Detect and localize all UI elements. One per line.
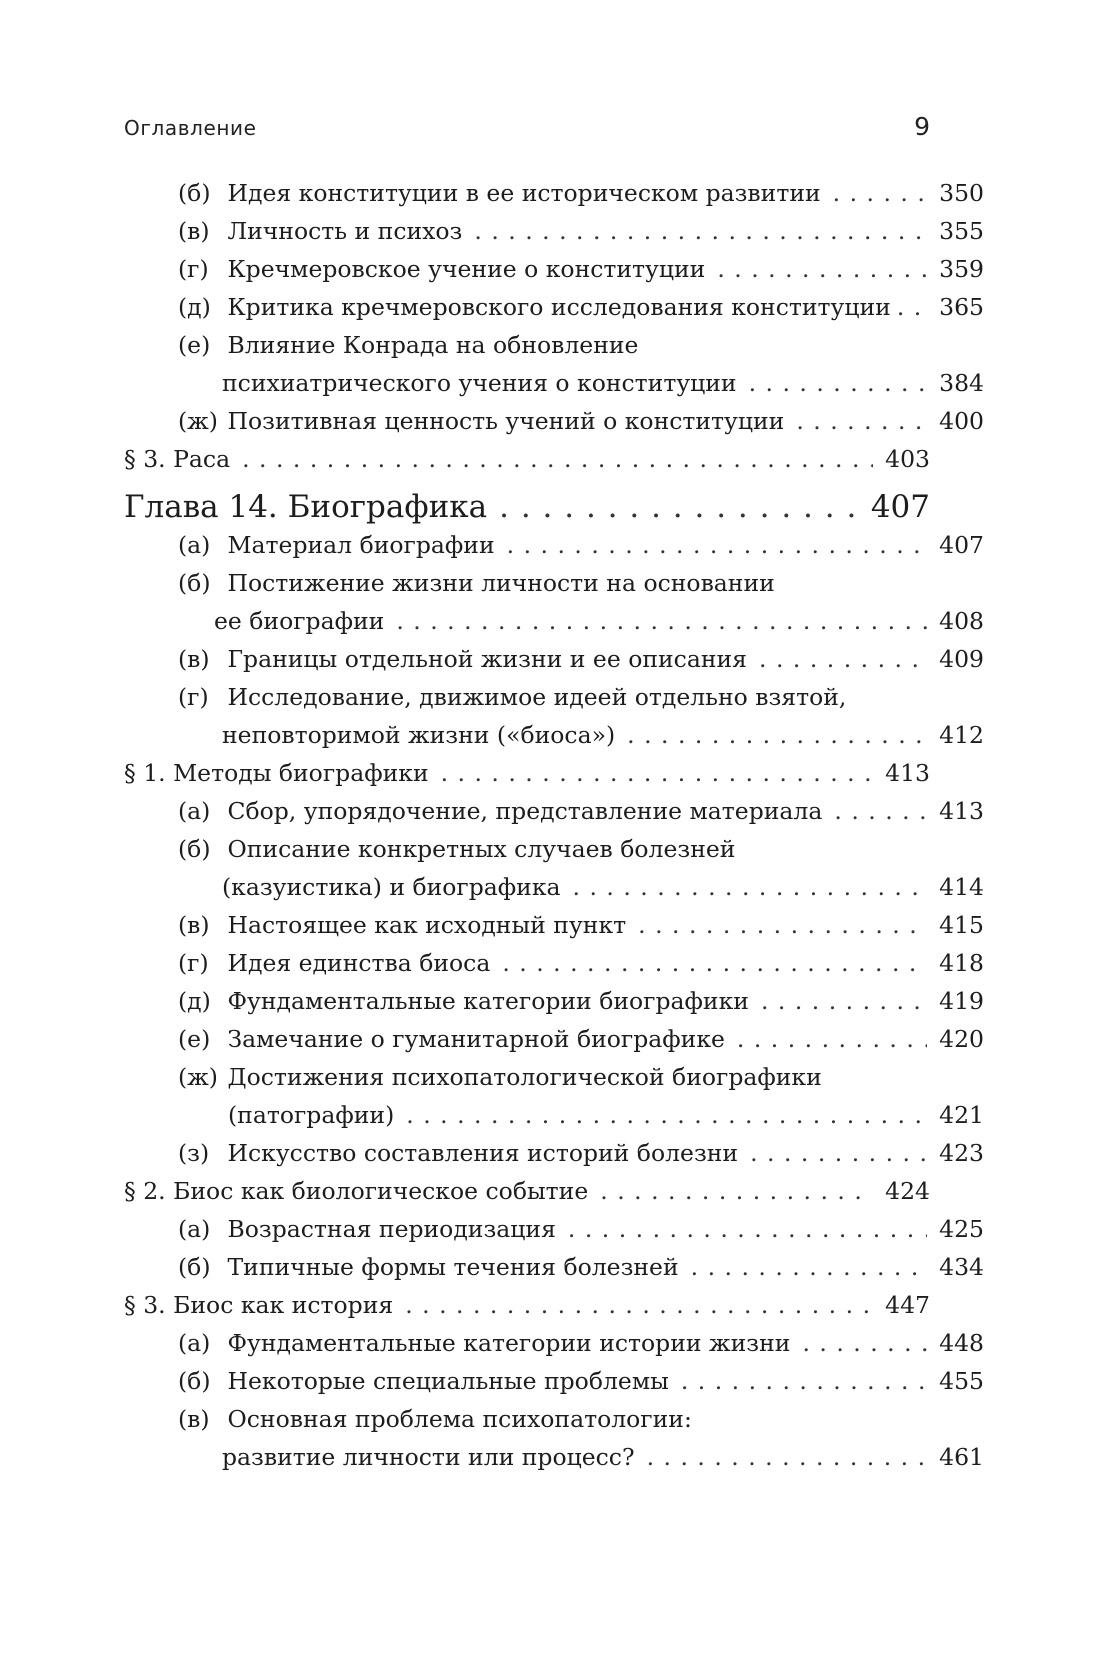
toc-entry[interactable]: [124, 564, 984, 640]
entry-label: (а): [178, 1329, 211, 1357]
leader-dots: [647, 1438, 928, 1476]
leader-dots: [406, 1096, 927, 1134]
entry-label: (е): [178, 331, 211, 359]
leader-dots: [405, 1286, 873, 1324]
entry-title: Критика кречмеровского исследования конституции: [227, 293, 891, 321]
entry-title-line2: ее биографии: [214, 607, 385, 635]
entry-page: 409: [939, 645, 984, 673]
entry-title-line2: развитие личности или процесс?: [222, 1443, 635, 1471]
entry-label: (б): [178, 569, 211, 597]
entry-title: Границы отдельной жизни и ее описания: [227, 645, 748, 673]
section-page: 447: [885, 1291, 930, 1319]
running-title: Оглавление: [124, 116, 257, 140]
entry-title-line2: психиатрического учения о конституции: [222, 369, 737, 397]
toc-section[interactable]: [124, 1286, 930, 1324]
toc-section[interactable]: [124, 754, 930, 792]
entry-title-line1: Постижение жизни личности на основании: [227, 569, 775, 597]
entry-label: (б): [178, 179, 211, 207]
entry-title-line2: неповторимой жизни («биоса»): [222, 721, 616, 749]
leader-dots: [499, 482, 859, 532]
toc-entry[interactable]: [124, 288, 984, 326]
section-title: § 2. Биос как биологическое событие: [124, 1177, 589, 1205]
leader-dots: [681, 1362, 927, 1400]
running-head: [124, 112, 930, 146]
entry-title-line1: Описание конкретных случаев болезней: [227, 835, 736, 863]
leader-dots: [600, 1172, 873, 1210]
entry-page: 423: [939, 1139, 984, 1167]
entry-title: Возрастная периодизация: [227, 1215, 556, 1243]
entry-title: Материал биографии: [227, 531, 495, 559]
entry-title: Идея единства биоса: [227, 949, 491, 977]
toc-entry[interactable]: [124, 678, 984, 754]
entry-label: (д): [178, 293, 211, 321]
entry-page: 400: [939, 407, 984, 435]
toc-entry[interactable]: [124, 174, 984, 212]
section-title: § 1. Методы биографики: [124, 759, 429, 787]
toc-entry[interactable]: [124, 792, 984, 830]
entry-page: 455: [939, 1367, 984, 1395]
toc-entry[interactable]: [124, 1400, 984, 1476]
entry-page: 415: [939, 911, 984, 939]
entry-title: Сбор, упорядочение, представление материала: [227, 797, 823, 825]
table-of-contents: [124, 174, 984, 1476]
leader-dots: [759, 640, 927, 678]
toc-entry[interactable]: [124, 1324, 984, 1362]
entry-page: 407: [939, 531, 984, 559]
entry-page: 419: [939, 987, 984, 1015]
toc-entry[interactable]: [124, 1248, 984, 1286]
entry-title: Типичные формы течения болезней: [227, 1253, 679, 1281]
leader-dots: [573, 868, 928, 906]
entry-title: Фундаментальные категории биографики: [227, 987, 749, 1015]
entry-label: (д): [178, 987, 211, 1015]
entry-label: (ж): [178, 1063, 218, 1091]
entry-page: 408: [939, 607, 984, 635]
leader-dots: [441, 754, 874, 792]
leader-dots: [242, 440, 873, 478]
section-page: 403: [885, 445, 930, 473]
entry-page: 359: [939, 255, 984, 283]
entry-title-line2: (казуистика) и биографика: [222, 873, 561, 901]
toc-entry[interactable]: [124, 640, 984, 678]
toc-entry[interactable]: [124, 326, 984, 402]
leader-dots: [833, 174, 927, 212]
entry-page: 420: [939, 1025, 984, 1053]
page-number: 9: [914, 112, 930, 141]
leader-dots: [474, 212, 927, 250]
toc-entry[interactable]: [124, 402, 984, 440]
toc-entry[interactable]: [124, 1210, 984, 1248]
entry-page: 350: [939, 179, 984, 207]
leader-dots: [749, 364, 928, 402]
toc-section[interactable]: [124, 1172, 930, 1210]
leader-dots: [691, 1248, 928, 1286]
leader-dots: [502, 944, 927, 982]
entry-title-line1: Влияние Конрада на обновление: [227, 331, 639, 359]
entry-title: Фундаментальные категории истории жизни: [227, 1329, 791, 1357]
entry-label: (а): [178, 1215, 211, 1243]
entry-label: (г): [178, 949, 209, 977]
entry-page: 434: [939, 1253, 984, 1281]
section-page: 424: [885, 1177, 930, 1205]
toc-entry[interactable]: [124, 944, 984, 982]
toc-entry[interactable]: [124, 526, 984, 564]
toc-entry[interactable]: [124, 250, 984, 288]
entry-title: Кречмеровское учение о конституции: [227, 255, 706, 283]
chapter-page: 407: [870, 489, 930, 525]
leader-dots: [638, 906, 927, 944]
entry-title: Идея конституции в ее историческом развитии: [227, 179, 821, 207]
entry-title: Замечание о гуманитарной биографике: [227, 1025, 725, 1053]
leader-dots: [796, 402, 927, 440]
entry-page: 365: [939, 293, 984, 321]
entry-title-line1: Основная проблема психопатологии:: [227, 1405, 692, 1433]
chapter-title: Глава 14. Биографика: [124, 489, 488, 525]
leader-dots: [750, 1134, 927, 1172]
entry-title-line2: (патографии): [228, 1101, 395, 1129]
entry-page: 418: [939, 949, 984, 977]
entry-page: 414: [939, 873, 984, 901]
leader-dots: [507, 526, 928, 564]
leader-dots: [802, 1324, 927, 1362]
entry-label: (б): [178, 1367, 211, 1395]
entry-page: 448: [939, 1329, 984, 1357]
leader-dots: [834, 792, 927, 830]
entry-label: (г): [178, 255, 209, 283]
entry-title: Личность и психоз: [227, 217, 463, 245]
entry-label: (в): [178, 911, 210, 939]
entry-title: Настоящее как исходный пункт: [227, 911, 627, 939]
section-title: § 3. Биос как история: [124, 1291, 394, 1319]
toc-entry[interactable]: [124, 906, 984, 944]
entry-label: (е): [178, 1025, 211, 1053]
entry-label: (з): [178, 1139, 210, 1167]
entry-page: 461: [939, 1443, 984, 1471]
entry-label: (в): [178, 645, 210, 673]
entry-label: (г): [178, 683, 209, 711]
leader-dots: [737, 1020, 927, 1058]
toc-entry[interactable]: [124, 830, 984, 906]
toc-section[interactable]: [124, 440, 930, 478]
entry-title-line1: Достижения психопатологической биографики: [227, 1063, 822, 1091]
entry-page: 413: [939, 797, 984, 825]
entry-title: Искусство составления историй болезни: [227, 1139, 739, 1167]
entry-title: Позитивная ценность учений о конституции: [227, 407, 785, 435]
entry-label: (а): [178, 531, 211, 559]
entry-page: 425: [939, 1215, 984, 1243]
leader-dots: [627, 716, 927, 754]
entry-page: 384: [939, 369, 984, 397]
toc-entry[interactable]: [124, 1134, 984, 1172]
toc-entry[interactable]: [124, 1020, 984, 1058]
toc-entry[interactable]: [124, 1058, 984, 1134]
leader-dots: [396, 602, 927, 640]
entry-page: 355: [939, 217, 984, 245]
leader-dots: [761, 982, 927, 1020]
section-page: 413: [885, 759, 930, 787]
toc-entry[interactable]: [124, 1362, 984, 1400]
entry-label: (в): [178, 1405, 210, 1433]
entry-title-line1: Исследование, движимое идеей отдельно взятой,: [227, 683, 847, 711]
entry-page: 412: [939, 721, 984, 749]
leader-dots: [568, 1210, 927, 1248]
toc-entry[interactable]: [124, 212, 984, 250]
section-title: § 3. Раса: [124, 445, 231, 473]
toc-chapter[interactable]: [124, 478, 930, 526]
leader-dots: [897, 288, 933, 326]
leader-dots: [717, 250, 927, 288]
entry-label: (в): [178, 217, 210, 245]
entry-label: (ж): [178, 407, 218, 435]
toc-entry[interactable]: [124, 982, 984, 1020]
entry-label: (б): [178, 835, 211, 863]
entry-label: (а): [178, 797, 211, 825]
entry-page: 421: [939, 1101, 984, 1129]
entry-title: Некоторые специальные проблемы: [227, 1367, 669, 1395]
entry-label: (б): [178, 1253, 211, 1281]
